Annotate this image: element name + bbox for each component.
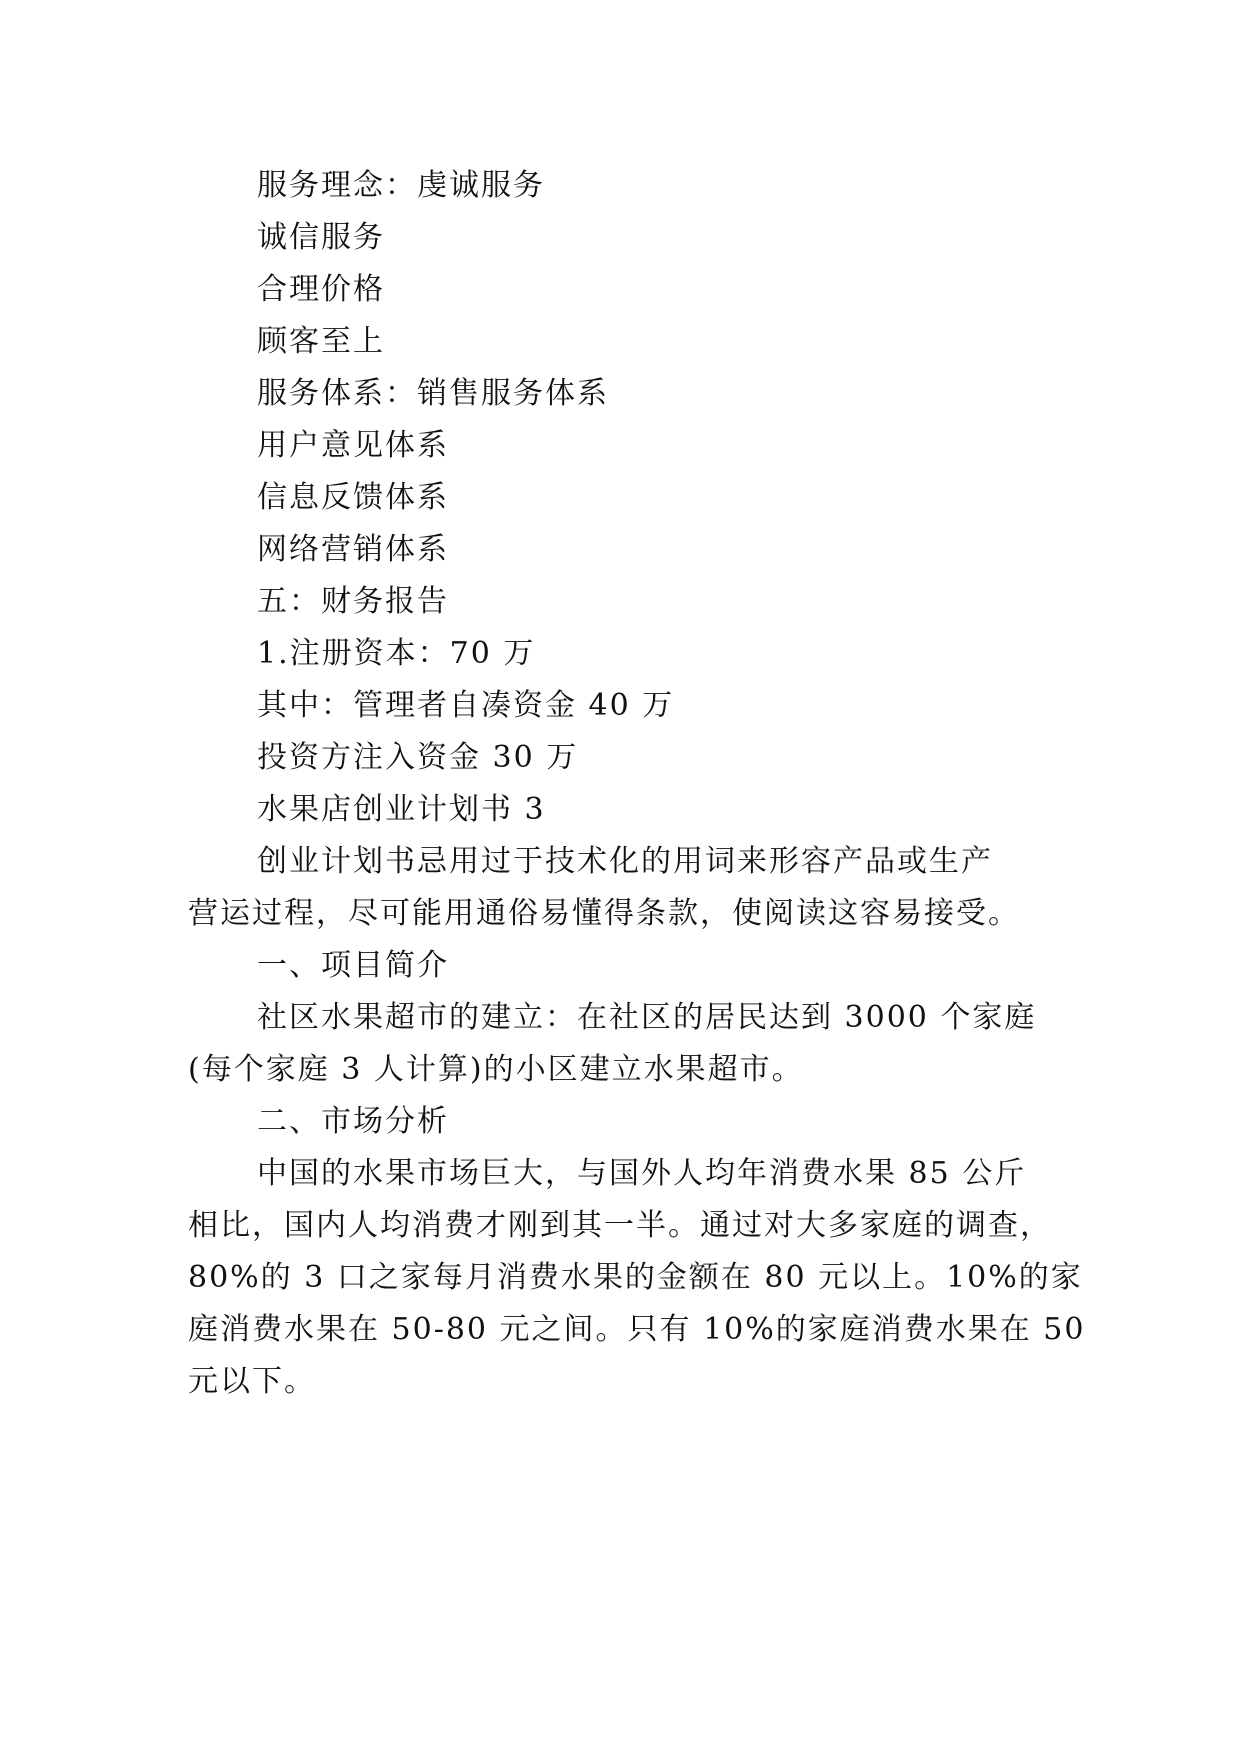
paragraph-line: 相比，国内人均消费才刚到其一半。通过对大多家庭的调查， (188, 1208, 1052, 1243)
service-philosophy-line: 服务理念：虔诚服务 (257, 168, 545, 203)
text-line: 用户意见体系 (257, 428, 449, 463)
document-title: 水果店创业计划书 3 (257, 792, 546, 827)
service-system-line: 服务体系：销售服务体系 (257, 376, 609, 411)
text-line: 其中：管理者自凑资金 40 万 (257, 688, 675, 723)
paragraph-line: 元以下。 (188, 1364, 316, 1399)
paragraph-line: (每个家庭 3 人计算)的小区建立水果超市。 (188, 1052, 804, 1087)
text-line: 诚信服务 (257, 220, 385, 255)
text-line: 1.注册资本：70 万 (257, 636, 536, 671)
paragraph-line: 中国的水果市场巨大，与国外人均年消费水果 85 公斤 (257, 1156, 1027, 1191)
paragraph-line: 80%的 3 口之家每月消费水果的金额在 80 元以上。10%的家 (188, 1260, 1083, 1295)
paragraph-line: 社区水果超市的建立：在社区的居民达到 3000 个家庭 (257, 1000, 1037, 1035)
paragraph-line: 创业计划书忌用过于技术化的用词来形容产品或生产 (257, 844, 993, 879)
section-heading: 五：财务报告 (257, 584, 449, 619)
text-line: 投资方注入资金 30 万 (257, 740, 579, 775)
section-heading: 二、市场分析 (257, 1104, 449, 1139)
section-heading: 一、项目简介 (257, 948, 449, 983)
text-line: 网络营销体系 (257, 532, 449, 567)
paragraph-line: 营运过程，尽可能用通俗易懂得条款，使阅读这容易接受。 (188, 896, 1020, 931)
text-line: 顾客至上 (257, 324, 385, 359)
text-line: 合理价格 (257, 272, 385, 307)
text-line: 信息反馈体系 (257, 480, 449, 515)
paragraph-line: 庭消费水果在 50-80 元之间。只有 10%的家庭消费水果在 50 (188, 1312, 1086, 1347)
